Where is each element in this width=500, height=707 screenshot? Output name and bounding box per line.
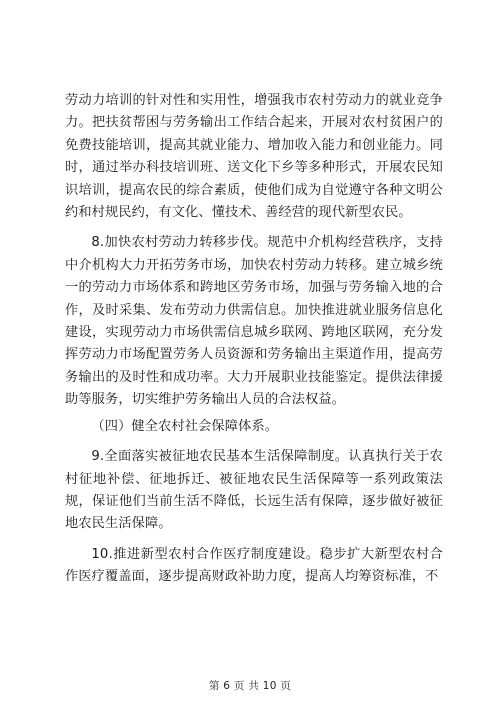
paragraph-vocational-training: 劳动力培训的针对性和实用性，增强我市农村劳动力的就业竞争力。把扶贫帮困与劳务输出工作结合起来，开展对农村贫困户的免费技能培训，提高其就业能力、增加收入能力和创业能力。同时，通过举办科技培训班、送文化下乡等多种形式，开展农民知识培训，提高农民的综合素质，使他们成为自觉遵守各种文明公约和村规民约，有文化、懂技术、善经营的现代新型农民。 (65, 93, 443, 221)
page-body (65, 90, 443, 589)
page-footer: 第 6 页 共 10 页 (208, 680, 292, 692)
section-heading-social-security: （四）健全农村社会保障体系。 (91, 418, 279, 434)
paragraph-cooperative-medical: 10.推进新型农村合作医疗制度建设。稳步扩大新型农村合作医疗覆盖面，逐步提高财政补助力度，提高人均筹资标准，不 (65, 546, 443, 585)
paragraph-labor-transfer: 8.加快农村劳动力转移步伐。规范中介机构经营秩序，支持中介机构大力开拓劳务市场，加快农村劳动力转移。建立城乡统一的劳动力市场体系和跨地区劳务市场，加强与劳务输入地的合作，及时采集、发布劳动力供需信息。加快推进就业服务信息化建设，实现劳动力市场供需信息城乡联网、跨地区联网，充分发挥劳动力市场配置劳务人员资源和劳务输出主渠道作用，提高劳务输出的及时性和成功率。大力开展职业技能鉴定。提供法律援助等服务，切实维护劳务输出人员的合法权益。 (65, 235, 443, 408)
paragraph-land-acquisition: 9.全面落实被征地农民基本生活保障制度。认真执行关于农村征地补偿、征地拆迁、被征地农民生活保障等一系列政策法规，保证他们当前生活不降低，长远生活有保障，逐步做好被征地农民生活保障。 (65, 449, 443, 532)
